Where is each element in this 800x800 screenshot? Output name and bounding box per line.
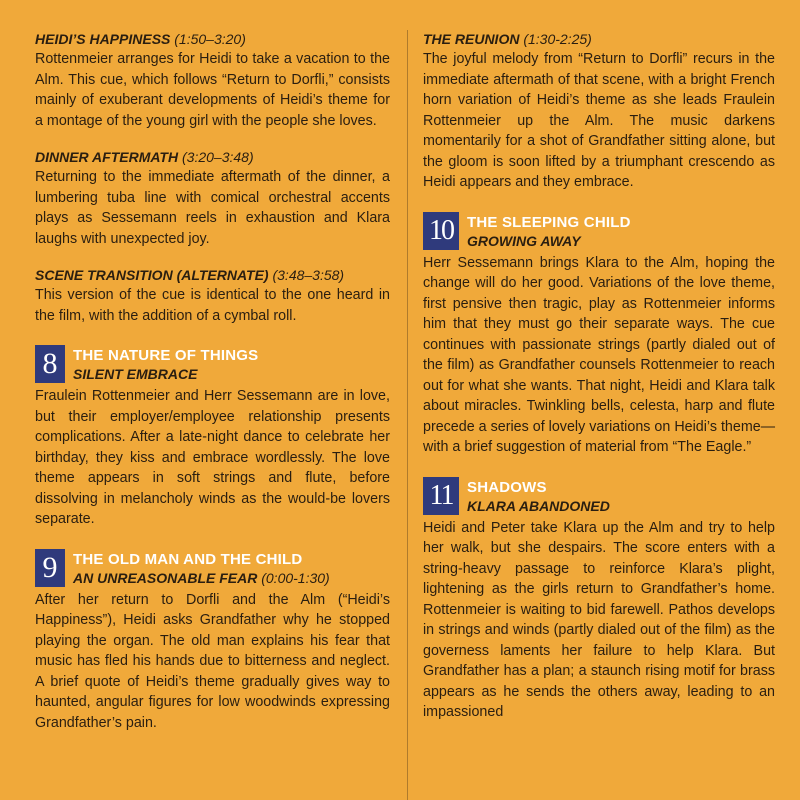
track-time: (0:00-1:30) bbox=[261, 569, 330, 586]
cue-title: SCENE TRANSITION (ALTERNATE) bbox=[35, 267, 269, 283]
cue-text: This version of the cue is identical to the one heard in the film, with the addition of a cymbal roll. bbox=[35, 287, 390, 324]
track-text: Fraulein Rottenmeier and Herr Sessemann are in love, but their employer/employee relationship presents complications. After a late-night dance to celebrate her birthday, they kiss and embrace wordlessly. The love theme appears in soft strings and flute, before dissolving in melancholy winds as the would-be lovers separate. bbox=[35, 388, 390, 527]
cue-time: (3:20–3:48) bbox=[182, 149, 254, 165]
cue-dinner-aftermath bbox=[35, 148, 390, 249]
cue-title: THE REUNION bbox=[423, 31, 520, 47]
cue-scene-transition bbox=[35, 266, 390, 326]
track-10 bbox=[423, 211, 775, 458]
track-8 bbox=[35, 344, 390, 530]
column-divider bbox=[407, 30, 408, 800]
track-title: THE SLEEPING CHILD bbox=[467, 213, 631, 231]
cue-time: (1:30-2:25) bbox=[523, 31, 592, 47]
track-title: THE NATURE OF THINGS bbox=[73, 347, 259, 364]
track-9 bbox=[35, 548, 390, 734]
track-text: Herr Sessemann brings Klara to the Alm, hoping the change will do her good. Variations of the love theme, first pensive then tragic, play as Rottenmeier informs him that they must go their separate ways. The cue continues with passionate strings (partly dialed out of the film) as Grandfather counsels Rottenmeier to reach out for what she wants. That night, Heidi and Klara talk about miracles. Twinkling bells, celesta, harp and flute precede a series of lovely variations on Heidi’s theme—with a brief suggestion of material from “The Eagle.” bbox=[423, 254, 775, 455]
cue-time: (1:50–3:20) bbox=[174, 31, 246, 47]
track-number-badge: 8 bbox=[35, 345, 65, 383]
cue-title: HEIDI’S HAPPINESS bbox=[35, 31, 171, 47]
cue-time: (3:48–3:58) bbox=[272, 267, 345, 283]
cue-title: DINNER AFTERMATH bbox=[35, 149, 179, 165]
track-text: Heidi and Peter take Klara up the Alm and try to help her walk, but she despairs. The score enters with a string-heavy passage to reinforce Klara’s plight, lightening as the girls return to Grandfather’s home. Rottenmeier is waiting to bid farewell. Pathos develops in strings and winds (partly dialed out of the film) as the governess laments her failure to help Klara. But Grandfather has a plan; a staunch rising motif for brass appears as he sends the others away, leading to an impassioned bbox=[423, 519, 775, 720]
track-number-badge: 10 bbox=[423, 212, 459, 250]
right-column bbox=[423, 30, 775, 735]
track-11 bbox=[423, 476, 775, 723]
track-subtitle: SILENT EMBRACE bbox=[73, 366, 198, 382]
track-text: After her return to Dorfli and the Alm (“Heidi’s Happiness”), Heidi asks Grandfather why he stopped playing the organ. The old man explains his fear that music has fled his hands due to bitterness and neglect. A brief quote of Heidi’s theme gradually gives way to haunted, angular figures for low woodwinds expressing Grandfather’s pain. bbox=[35, 591, 390, 731]
cue-text: Rottenmeier arranges for Heidi to take a vacation to the Alm. This cue, which follows “Return to Dorfli,” consists mainly of exuberant developments of Heidi’s theme for a montage of the young girl with the people she loves. bbox=[35, 51, 390, 129]
track-title: SHADOWS bbox=[467, 478, 547, 496]
track-number-badge: 9 bbox=[35, 549, 65, 587]
cue-text: Returning to the immediate aftermath of the dinner, a lumbering tuba line with comical orchestral accents plays as Sessemann reels in exhaustion and Klara laughs with unexpected joy. bbox=[35, 169, 390, 247]
cue-text: The joyful melody from “Return to Dorfli” recurs in the immediate aftermath of that scene, with a bright French horn variation of Heidi’s theme as she leads Fraulein Rottenmeier up the Alm. The music darkens momentarily for a shot of Grandfather sitting alone, but the gloom is soon lifted by a triumphant crescendo as Heidi appears and they embrace. bbox=[423, 51, 775, 190]
left-column bbox=[35, 30, 390, 745]
track-number-badge: 11 bbox=[423, 477, 459, 515]
track-subtitle: GROWING AWAY bbox=[467, 232, 581, 249]
cue-the-reunion bbox=[423, 30, 775, 193]
track-title: THE OLD MAN AND THE CHILD bbox=[73, 550, 303, 568]
cue-heidis-happiness bbox=[35, 30, 390, 131]
track-subtitle: KLARA ABANDONED bbox=[467, 497, 610, 514]
track-subtitle: AN UNREASONABLE FEAR bbox=[73, 569, 258, 586]
